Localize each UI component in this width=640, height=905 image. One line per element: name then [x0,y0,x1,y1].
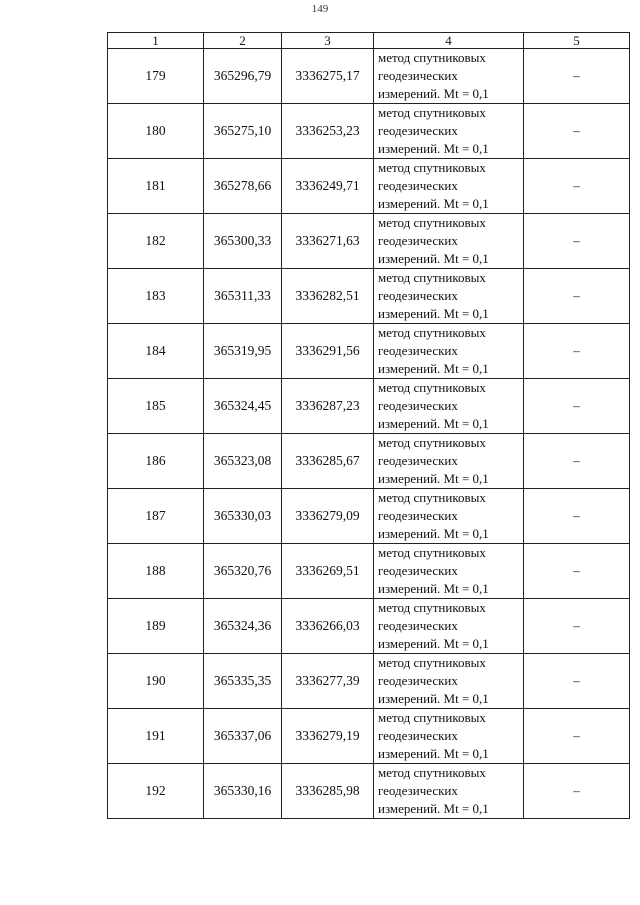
method-line: геодезических [378,783,458,798]
method-line: геодезических [378,178,458,193]
x-coordinate-cell: 365330,03 [204,489,282,544]
point-number-cell: 183 [108,269,204,324]
method-line: метод спутниковых [378,435,486,450]
method-line: метод спутниковых [378,710,486,725]
y-coordinate-cell: 3336271,63 [282,214,374,269]
table-header-row [108,33,630,49]
y-coordinate-cell: 3336277,39 [282,654,374,709]
x-coordinate-cell: 365324,36 [204,599,282,654]
method-line: измерений. Mt = 0,1 [378,141,489,156]
method-line: измерений. Mt = 0,1 [378,416,489,431]
note-cell: – [524,489,630,544]
method-line: метод спутниковых [378,325,486,340]
method-line: геодезических [378,728,458,743]
table-row [108,654,630,709]
x-coordinate-cell: 365324,45 [204,379,282,434]
method-line: измерений. Mt = 0,1 [378,251,489,266]
method-line: геодезических [378,343,458,358]
note-cell: – [524,654,630,709]
method-line: геодезических [378,68,458,83]
method-line: метод спутниковых [378,545,486,560]
method-line: метод спутниковых [378,490,486,505]
note-cell: – [524,269,630,324]
point-number-cell: 181 [108,159,204,214]
method-line: геодезических [378,233,458,248]
note-cell: – [524,159,630,214]
x-coordinate-cell: 365278,66 [204,159,282,214]
y-coordinate-cell: 3336285,98 [282,764,374,819]
method-line: измерений. Mt = 0,1 [378,746,489,761]
table-row [108,104,630,159]
header-col-4: 4 [374,33,524,49]
x-coordinate-cell: 365330,16 [204,764,282,819]
method-line: измерений. Mt = 0,1 [378,691,489,706]
method-line: метод спутниковых [378,215,486,230]
method-line: измерений. Mt = 0,1 [378,526,489,541]
header-col-5: 5 [524,33,630,49]
y-coordinate-cell: 3336287,23 [282,379,374,434]
method-cell [374,709,524,764]
table-body [108,49,630,819]
method-cell [374,269,524,324]
method-cell [374,599,524,654]
method-cell [374,544,524,599]
method-line: метод спутниковых [378,380,486,395]
method-cell [374,324,524,379]
method-cell [374,764,524,819]
table-row [108,269,630,324]
y-coordinate-cell: 3336279,09 [282,489,374,544]
table-row [108,379,630,434]
method-line: измерений. Mt = 0,1 [378,471,489,486]
method-cell [374,654,524,709]
method-line: измерений. Mt = 0,1 [378,86,489,101]
point-number-cell: 185 [108,379,204,434]
table-row [108,489,630,544]
method-cell [374,489,524,544]
point-number-cell: 179 [108,49,204,104]
table-row [108,764,630,819]
method-line: измерений. Mt = 0,1 [378,196,489,211]
method-line: метод спутниковых [378,765,486,780]
note-cell: – [524,709,630,764]
method-line: измерений. Mt = 0,1 [378,361,489,376]
note-cell: – [524,434,630,489]
note-cell: – [524,49,630,104]
x-coordinate-cell: 365300,33 [204,214,282,269]
table-row [108,434,630,489]
note-cell: – [524,214,630,269]
y-coordinate-cell: 3336266,03 [282,599,374,654]
header-col-2: 2 [204,33,282,49]
method-line: метод спутниковых [378,655,486,670]
point-number-cell: 180 [108,104,204,159]
point-number-cell: 192 [108,764,204,819]
x-coordinate-cell: 365323,08 [204,434,282,489]
note-cell: – [524,379,630,434]
method-line: метод спутниковых [378,160,486,175]
method-line: геодезических [378,123,458,138]
table-row [108,709,630,764]
method-line: метод спутниковых [378,105,486,120]
y-coordinate-cell: 3336291,56 [282,324,374,379]
point-number-cell: 191 [108,709,204,764]
point-number-cell: 186 [108,434,204,489]
y-coordinate-cell: 3336282,51 [282,269,374,324]
y-coordinate-cell: 3336279,19 [282,709,374,764]
method-line: геодезических [378,453,458,468]
y-coordinate-cell: 3336285,67 [282,434,374,489]
method-line: измерений. Mt = 0,1 [378,636,489,651]
x-coordinate-cell: 365337,06 [204,709,282,764]
point-number-cell: 189 [108,599,204,654]
method-line: геодезических [378,398,458,413]
method-cell [374,104,524,159]
method-line: метод спутниковых [378,270,486,285]
method-line: измерений. Mt = 0,1 [378,581,489,596]
point-number-cell: 190 [108,654,204,709]
method-cell [374,214,524,269]
table-row [108,159,630,214]
y-coordinate-cell: 3336269,51 [282,544,374,599]
point-number-cell: 188 [108,544,204,599]
method-line: метод спутниковых [378,600,486,615]
x-coordinate-cell: 365275,10 [204,104,282,159]
method-line: геодезических [378,618,458,633]
note-cell: – [524,599,630,654]
method-cell [374,159,524,214]
method-line: измерений. Mt = 0,1 [378,801,489,816]
note-cell: – [524,544,630,599]
table-row [108,599,630,654]
header-col-1: 1 [108,33,204,49]
method-line: геодезических [378,673,458,688]
method-line: измерений. Mt = 0,1 [378,306,489,321]
method-cell [374,379,524,434]
note-cell: – [524,324,630,379]
method-line: метод спутниковых [378,50,486,65]
x-coordinate-cell: 365319,95 [204,324,282,379]
y-coordinate-cell: 3336275,17 [282,49,374,104]
note-cell: – [524,104,630,159]
x-coordinate-cell: 365320,76 [204,544,282,599]
point-number-cell: 184 [108,324,204,379]
method-line: геодезических [378,563,458,578]
table-row [108,214,630,269]
x-coordinate-cell: 365335,35 [204,654,282,709]
header-col-3: 3 [282,33,374,49]
coordinates-table [107,32,630,819]
note-cell: – [524,764,630,819]
point-number-cell: 187 [108,489,204,544]
y-coordinate-cell: 3336253,23 [282,104,374,159]
page-number: 149 [311,3,329,15]
y-coordinate-cell: 3336249,71 [282,159,374,214]
method-cell [374,434,524,489]
x-coordinate-cell: 365296,79 [204,49,282,104]
table-row [108,324,630,379]
table-row [108,544,630,599]
method-cell [374,49,524,104]
x-coordinate-cell: 365311,33 [204,269,282,324]
point-number-cell: 182 [108,214,204,269]
table-row [108,49,630,104]
method-line: геодезических [378,288,458,303]
method-line: геодезических [378,508,458,523]
